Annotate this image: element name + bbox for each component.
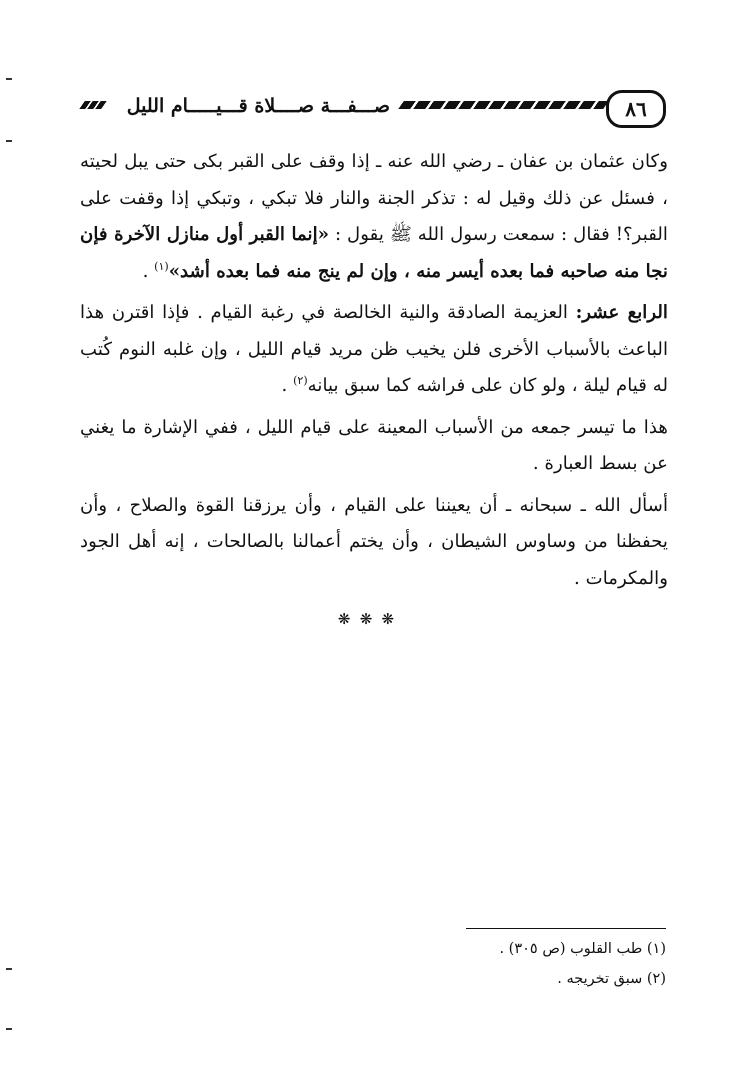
section-separator: ❋ ❋ ❋ xyxy=(337,610,397,628)
scan-edge-mark xyxy=(6,1028,12,1030)
page-body xyxy=(80,144,668,602)
paragraph-end: . xyxy=(142,260,155,282)
footnote: (٢) سبق تخريجه . xyxy=(557,971,666,987)
section-label: الرابع عشر: xyxy=(575,302,668,323)
footnote: (١) طب القلوب (ص ٣٠٥) . xyxy=(499,941,666,957)
hadith-quote: «إنما القبر أول منازل الآخرة فإن نجا منه صاحبه فما بعده أيسر منه ، وإن لم ينج منه فما بعده أشد» xyxy=(80,224,668,282)
header-ornament xyxy=(79,101,107,109)
paragraph xyxy=(80,144,668,290)
paragraph-text: العزيمة الصادقة والنية الخالصة في رغبة القيام . فإذا اقترن هذا الباعث بالأسباب الأخرى فلن يخيب ظن مريد قيام الليل ، وإن غلبه النوم كُتب له قيام ليلة ، ولو كان على فراشه كما سبق بيانه xyxy=(80,302,668,396)
header-ornament xyxy=(398,101,609,109)
footnote-ref: (١) xyxy=(154,259,169,273)
paragraph xyxy=(80,295,668,405)
paragraph: هذا ما تيسر جمعه من الأسباب المعينة على قيام الليل ، ففي الإشارة ما يغني عن بسط العبارة . xyxy=(80,416,668,474)
footnote-ref: (٢) xyxy=(293,373,308,387)
paragraph-text: وكان عثمان بن عفان ـ رضي الله عنه ـ إذا وقف على القبر بكى حتى يبل لحيته ، فسئل عن ذلك وقيل له : تذكر الجنة والنار فلا تبكي ، وتبكي إذا وقفت على القبر؟! فقال : سمعت رسول الله ﷺ يقول : xyxy=(80,151,668,245)
running-header xyxy=(78,88,668,128)
running-title: صـــفـــة صــــلاة قـــيـــــام الليل xyxy=(121,88,396,124)
footnote-divider xyxy=(466,928,666,929)
scan-edge-mark xyxy=(6,968,12,970)
page-number: ٨٦ xyxy=(606,90,666,128)
footnotes xyxy=(166,934,666,994)
paragraph-end: . xyxy=(281,375,294,396)
scan-edge-mark xyxy=(6,78,12,80)
scan-edge-mark xyxy=(6,140,12,142)
paragraph: أسأل الله ـ سبحانه ـ أن يعيننا على القيام ، وأن يرزقنا القوة والصلاح ، وأن يحفظنا من وساوس الشيطان ، وأن يختم أعمالنا بالصالحات ، إنه أهل الجود والمكرمات . xyxy=(80,494,668,589)
